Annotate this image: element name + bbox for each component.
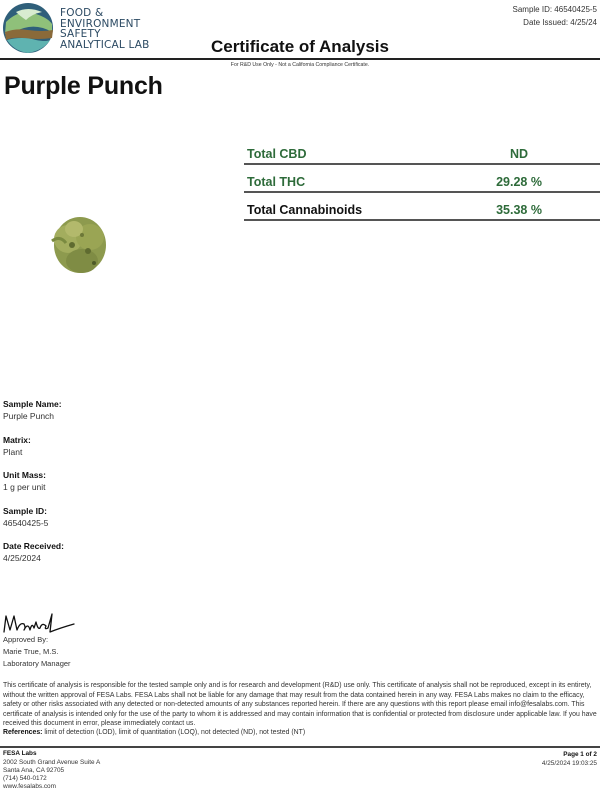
- info-value: Plant: [3, 446, 23, 457]
- document-subtitle: For R&D Use Only - Not a California Compliance Certificate.: [230, 62, 370, 68]
- approved-by-label: Approved By:: [3, 635, 49, 644]
- document-title: [0, 37, 600, 57]
- approval-block: [3, 634, 71, 670]
- info-value: 1 g per unit: [3, 482, 46, 492]
- logo-line: FOOD &: [60, 7, 104, 19]
- footer-phone: (714) 540-0172: [3, 774, 47, 782]
- header-divider: [0, 58, 600, 60]
- summary-label: Total Cannabinoids: [247, 203, 363, 217]
- cannabis-bud-photo: [44, 205, 114, 285]
- references-label: References:: [3, 729, 43, 736]
- logo-line: SAFETY: [60, 28, 101, 40]
- summary-row-total-cbd: [244, 142, 600, 165]
- footer-address-line: Santa Ana, CA 92705: [3, 767, 65, 775]
- info-sample-name: [3, 398, 64, 422]
- footer-meta: [542, 750, 597, 768]
- info-sample-id: [3, 505, 64, 529]
- footer-timestamp: 4/25/2024 19:03:25: [541, 760, 597, 767]
- info-date-received: [3, 540, 64, 564]
- info-value: Purple Punch: [3, 411, 55, 421]
- product-name: Purple Punch: [4, 72, 163, 100]
- approver-name: Marie True, M.S.: [3, 647, 59, 656]
- summary-value: ND: [509, 147, 529, 161]
- info-value: 4/25/2024: [3, 553, 41, 563]
- summary-row-total-thc: [244, 165, 600, 193]
- references-text: limit of detection (LOD), limit of quantitation (LOQ), not detected (ND), not tested (NT): [42, 729, 306, 736]
- footer-website[interactable]: www.fesalabs.com: [3, 782, 56, 790]
- logo-line: ANALYTICAL LAB: [60, 38, 150, 51]
- summary-label: Total THC: [247, 175, 306, 189]
- approver-title: Laboratory Manager: [3, 659, 71, 668]
- summary-label: Total CBD: [247, 147, 307, 161]
- summary-row-total-cannabinoids: [244, 193, 600, 221]
- footer-address-line: 2002 South Grand Avenue Suite A: [3, 759, 101, 767]
- disclaimer-text: This certificate of analysis is responsible for the tested sample only and is for research and development (R&D) use only. This certificate of analysis shall not be reproduced, except in its entirety, without the written approval of FESA Labs. FESA Labs shall not be liable for any damage that may result from the data contained herein in any way. FESA Labs makes no claim to the efficacy, safety or other risks associated with any detected or non-detected amounts of any substances reported herein. If there are any questions with this report please email info@fesalabs.com. This certificate of analysis is intended only for the use of the party to whom it is addressed and may contain information that is confidential or protected from disclosure under applicable law. If you have received this document in error, please immediately contact us.: [3, 682, 597, 727]
- header-meta: [513, 3, 598, 29]
- page-number: Page 1 of 2: [563, 751, 597, 758]
- info-label: Unit Mass:: [3, 470, 46, 480]
- info-label: Sample Name:: [3, 399, 62, 409]
- footer-company: FESA Labs: [3, 750, 37, 757]
- info-label: Sample ID:: [3, 505, 47, 516]
- sample-id-header: Sample ID: 46540425-5: [512, 5, 597, 14]
- info-unit-mass: [3, 469, 64, 493]
- cannabinoid-summary: [244, 142, 600, 221]
- references: [3, 729, 305, 736]
- summary-value: 35.38 %: [496, 203, 542, 217]
- date-issued: Date Issued: 4/25/24: [523, 18, 597, 27]
- sample-info: [3, 398, 64, 576]
- document-title-text: Certificate of Analysis: [211, 37, 389, 56]
- logo-line: ENVIRONMENT: [60, 17, 141, 30]
- info-label: Matrix:: [3, 434, 31, 445]
- footer-divider: [0, 746, 600, 748]
- info-value: 46540425-5: [3, 517, 49, 528]
- info-label: Date Received:: [3, 541, 64, 551]
- info-matrix: [3, 434, 64, 458]
- summary-value: 29.28 %: [496, 175, 542, 189]
- footer-address: [3, 750, 100, 790]
